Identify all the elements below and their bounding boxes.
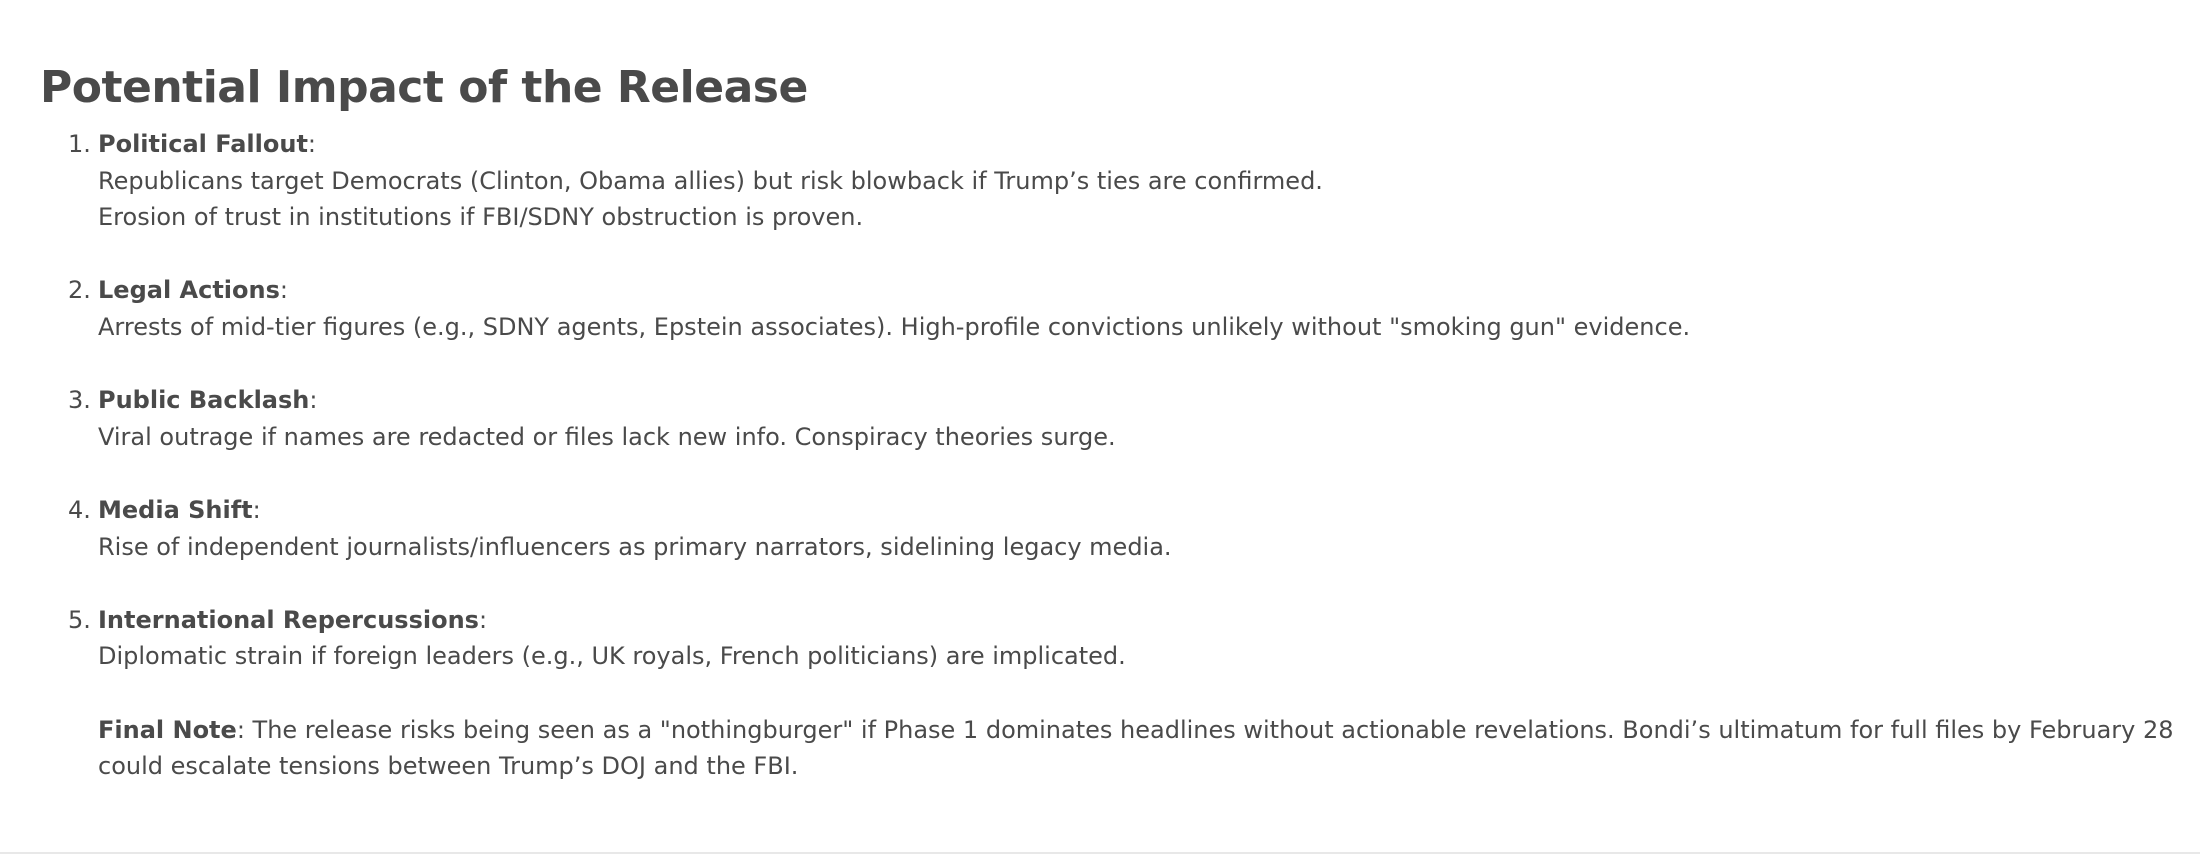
list-item-international-repercussions <box>98 602 2170 675</box>
item-title: Public Backlash <box>98 386 310 415</box>
item-separator: : <box>309 386 318 415</box>
final-note-label: Final Note <box>98 715 237 744</box>
item-text: Diplomatic strain if foreign leaders (e.g., UK royals, French politicians) are implicated. <box>98 642 1126 671</box>
item-text: Erosion of trust in institutions if FBI/SDNY obstruction is proven. <box>98 203 864 232</box>
section-heading: Potential Impact of the Release <box>40 62 808 113</box>
item-separator: : <box>252 495 261 524</box>
item-text: Viral outrage if names are redacted or files lack new info. Conspiracy theories surge. <box>98 422 1116 451</box>
final-note-text: : The release risks being seen as a "nothingburger" if Phase 1 dominates headlines without actionable revelations. Bondi’s ultimatum for full files by February 28 could escalate tensions between Trump’s DOJ and the FBI. <box>98 715 2174 781</box>
item-title: Legal Actions <box>98 276 280 305</box>
list-item-media-shift <box>98 492 2170 565</box>
list-item-legal-actions <box>98 272 2170 345</box>
item-title: International Repercussions <box>98 605 479 634</box>
document-body <box>40 58 2174 785</box>
item-text: Arrests of mid-tier figures (e.g., SDNY agents, Epstein associates). High-profile convictions unlikely without "smoking gun" evidence. <box>98 312 1691 341</box>
list-item-political-fallout <box>98 126 2170 236</box>
list-item-public-backlash <box>98 382 2170 455</box>
item-title: Media Shift <box>98 495 253 524</box>
item-text: Rise of independent journalists/influencers as primary narrators, sidelining legacy media. <box>98 532 1172 561</box>
final-note <box>98 712 2200 785</box>
item-separator: : <box>478 605 488 634</box>
item-separator: : <box>307 130 317 158</box>
item-separator: : <box>279 276 288 305</box>
item-text: Republicans target Democrats (Clinton, Obama allies) but risk blowback if Trump’s ties are confirmed. <box>98 166 1323 195</box>
impact-list <box>40 126 2170 675</box>
item-title: Political Fallout <box>98 130 308 158</box>
